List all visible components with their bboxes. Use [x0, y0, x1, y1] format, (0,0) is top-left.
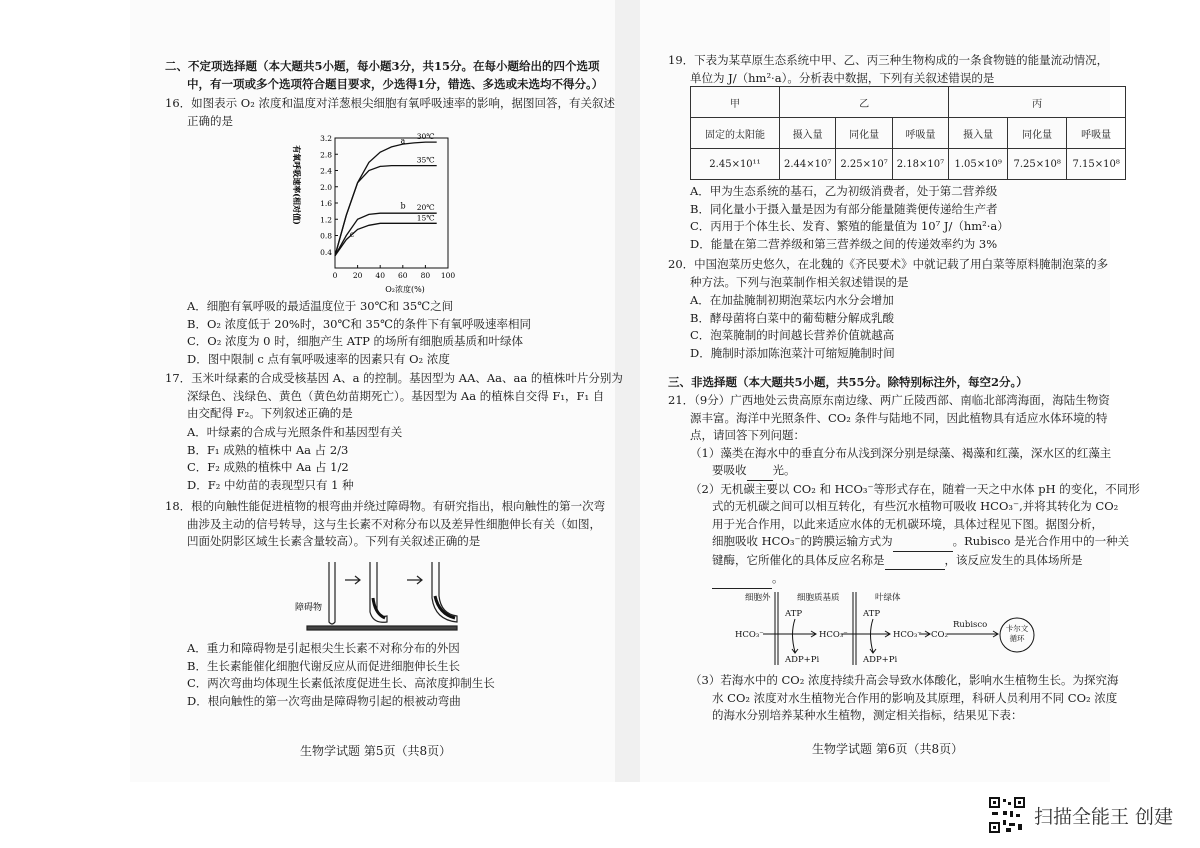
q21-part3-line3: 的海水分别培养某种水生植物，测定相关指标，结果见下表：	[712, 708, 1023, 722]
hco3-pathway-diagram	[735, 590, 1065, 665]
y-tick-label: 2.4	[320, 166, 332, 176]
table-cell: 2.18×10⁷	[892, 149, 948, 180]
hco3-chloroplast: HCO₃⁻	[893, 630, 922, 640]
section2-title: 二、不定项选择题（本大题共5小题，每小题3分，共15分。在每小题给出的四个选项	[165, 59, 600, 73]
q20-options	[690, 292, 895, 362]
chart-xlabel: O₂浓度(%)	[385, 285, 425, 294]
q21-part1-text: 要吸收	[712, 463, 747, 477]
q16-option-c[interactable]: C．O₂ 浓度为 0 时，细胞产生 ATP 的场所有细胞质基质和叶绿体	[187, 334, 524, 348]
series-label: 15℃	[416, 213, 435, 223]
x-tick-label: 20	[352, 271, 363, 280]
q21-part1-line2	[668, 462, 1140, 481]
q20-option-d[interactable]: D．腌制时添加陈泡菜汁可缩短腌制时间	[690, 345, 895, 360]
group-yi: 乙	[780, 87, 949, 118]
root-bending-figure	[295, 558, 465, 638]
q21-part2-line4	[668, 533, 1140, 552]
arrow-into-chloroplast-icon	[841, 631, 890, 637]
point-label-a: a	[400, 136, 406, 146]
y-tick-label: 1.6	[320, 199, 332, 208]
answer-blank-3[interactable]	[885, 552, 945, 571]
q16-option-a[interactable]: A．细胞有氧呼吸的最适温度位于 30℃和 35℃之间	[187, 299, 454, 313]
series-label: 35℃	[416, 155, 435, 165]
group-jia: 甲	[691, 87, 780, 118]
table-header: 固定的太阳能	[691, 118, 780, 149]
scanner-watermark	[988, 795, 1173, 835]
table-cell: 7.15×10⁸	[1067, 149, 1126, 180]
root-stage-1	[329, 562, 335, 624]
hco3-cytoplasm: HCO₃⁻	[819, 630, 848, 640]
left-footer: 生物学试题 第5页（共8页）	[300, 744, 452, 758]
q18-stem	[165, 498, 605, 551]
q16-stem-cont: 正确的是	[187, 114, 233, 128]
arrow-1-icon	[345, 576, 360, 584]
q17-stem-line1: 17．玉米叶绿素的合成受核基因 A、a 的控制。基因型为 AA、Aa、aa 的植株叶片分别为	[165, 371, 623, 385]
q21-part1-text-end: 光。	[772, 463, 796, 477]
energy-flow-table	[690, 86, 1126, 180]
q16-stem: 16．如图表示 O₂ 浓度和温度对洋葱根尖细胞有氧呼吸速率的影响，据图回答，有关叙述	[165, 96, 615, 110]
q21-part3-line1: （3）若海水中的 CO₂ 浓度持续升高会导致水体酸化，影响水生植物生长。为探究海	[690, 673, 1119, 687]
q17-stem-line2: 深绿色、浅绿色、黄色（黄色幼苗期死亡）。基因型为 Aa 的植株自交得 F₁，F₁ 自	[187, 388, 605, 403]
q21-part2-line5	[668, 552, 1140, 571]
q16-option-b[interactable]: B．O₂ 浓度低于 20%时，30℃和 35℃的条件下有氧呼吸速率相同	[187, 316, 532, 331]
q18-option-b[interactable]: B．生长素能催化细胞代谢反应从而促进细胞伸长生长	[187, 658, 460, 673]
root-2-shaded	[373, 598, 385, 618]
q16-option-d[interactable]: D．图中限制 c 点有氧呼吸速率的因素只有 O₂ 浓度	[187, 351, 450, 366]
label-outside: 细胞外	[745, 593, 771, 603]
arrow-into-cell-icon	[763, 631, 816, 637]
q18-stem-line2: 曲涉及主动的信号转导，这与生长素不对称分布以及差异性细胞伸长有关（如图，	[187, 516, 601, 531]
calvin-label-1: 卡尔文	[1005, 624, 1029, 633]
q17-option-a[interactable]: A．叶绿素的合成与光照条件和基因型有关	[187, 425, 403, 439]
q19-option-a[interactable]: A．甲为生态系统的基石，乙为初级消费者，处于第二营养级	[690, 184, 998, 198]
point-label-b: b	[400, 201, 406, 211]
respiration-chart	[280, 130, 470, 295]
table-cell: 2.25×10⁷	[836, 149, 892, 180]
section3-title: 三、非选择题（本大题共5小题，共55分。除特别标注外，每空2分。）	[668, 375, 1028, 389]
label-cytoplasm: 细胞质基质	[797, 593, 840, 603]
q19-stem-cont: 单位为 J/（hm²·a）。分析表中数据，下列有关叙述错误的是	[690, 71, 995, 85]
table-header: 呼吸量	[1067, 118, 1126, 149]
q21-part2-line2: 式的无机碳之间可以相互转化，有些沉水植物可吸收 HCO₃⁻,并将其转化为 CO₂	[712, 499, 1119, 513]
q21-line3: 点，请回答下列问题：	[690, 428, 805, 442]
series-line-15℃	[335, 223, 437, 256]
x-tick-label: 100	[440, 271, 456, 280]
table-header: 摄入量	[780, 118, 836, 149]
series-label: 30℃	[416, 132, 435, 142]
q17-stem-line3: 由交配得 F₂。下列叙述正确的是	[187, 406, 353, 420]
q17-option-c[interactable]: C．F₂ 成熟的植株中 Aa 占 1/2	[187, 460, 349, 474]
table-row	[691, 149, 1126, 180]
table-header: 呼吸量	[892, 118, 948, 149]
section2-title-cont: 中，有一项或多个选项符合题目要求，少选得1分，错选、多选或未选均不得分。）	[187, 77, 604, 91]
q21-part2-line1: （2）无机碳主要以 CO₂ 和 HCO₃⁻等形式存在，随着一天之中水体 pH 的变化，不同形	[690, 481, 1140, 496]
table-header: 同化量	[836, 118, 892, 149]
series-label: 20℃	[416, 203, 435, 213]
q21-block	[668, 392, 1140, 589]
chloroplast-membrane	[853, 592, 856, 665]
table-row	[691, 87, 1126, 118]
q18-option-a[interactable]: A．重力和障碍物是引起根尖生长素不对称分布的外因	[187, 641, 460, 655]
y-tick-label: 2.0	[320, 182, 332, 192]
y-tick-label: 1.2	[320, 215, 332, 225]
atp-use-1-icon	[792, 619, 798, 653]
calvin-label-2: 循环	[1009, 634, 1025, 643]
rubisco-label: Rubisco	[953, 620, 988, 630]
q17-stem	[165, 370, 623, 423]
watermark-text: 扫描全能王 创建	[1034, 805, 1174, 828]
q21-part2-text-a: 细胞吸收 HCO₃⁻的跨膜运输方式为	[712, 534, 893, 548]
obstacle-label: 障碍物	[295, 603, 323, 613]
answer-blank-1[interactable]	[747, 462, 773, 481]
chart-lines	[335, 132, 437, 256]
chart-axes	[320, 134, 455, 280]
table-row	[691, 118, 1126, 149]
q20-stem-line2: 种方法。下列与泡菜制作相关叙述错误的是	[690, 274, 909, 289]
table-header: 同化量	[1008, 118, 1067, 149]
q21-part3-line2: 水 CO₂ 浓度对水生植物光合作用的影响及其原理，科研人员利用不同 CO₂ 浓度	[712, 690, 1118, 705]
y-tick-label: 0.4	[320, 247, 332, 257]
q19-option-d[interactable]: D．能量在第二营养级和第三营养级之间的传递效率约为 3%	[690, 236, 998, 251]
x-tick-label: 80	[420, 271, 431, 280]
q21-part2-text-c: 键酶，它所催化的具体反应名称是	[712, 552, 885, 567]
y-tick-label: 0.8	[320, 231, 332, 241]
x-tick-label: 40	[375, 271, 385, 280]
atp-1: ATP	[785, 609, 803, 619]
obstacle-bar	[307, 626, 457, 630]
q18-option-d[interactable]: D．根向触性的第一次弯曲是障碍物引起的根被动弯曲	[187, 693, 461, 708]
adp-2: ADP+Pi	[863, 655, 898, 665]
cell-membrane	[775, 592, 778, 665]
chart-ylabel: 有氧呼吸速率(相对值)	[292, 145, 302, 225]
right-footer: 生物学试题 第6页（共8页）	[812, 742, 964, 756]
table-cell: 7.25×10⁸	[1008, 149, 1067, 180]
q21-part2-line6	[668, 570, 1140, 589]
q21-part3	[690, 672, 1118, 725]
q18-option-c[interactable]: C．两次弯曲均体现生长素低浓度促进生长、高浓度抑制生长	[187, 676, 495, 690]
table-cell: 2.45×10¹¹	[691, 149, 780, 180]
answer-blank-4[interactable]	[712, 570, 772, 589]
q21-part2-text-b: 。Rubisco 是光合作用中的一种关	[952, 534, 1130, 548]
q21-line2: 源丰富。海洋中光照条件、CO₂ 条件与陆地不同，因此植物具有适应水体环境的特	[690, 410, 1108, 425]
q19-stem: 19．下表为某草原生态系统中甲、乙、丙三种生物构成的一条食物链的能量流动情况，	[668, 53, 1109, 67]
q19-option-c[interactable]: C．丙用于个体生长、发育、繁殖的能量值为 10⁷ J/（hm²·a）	[690, 219, 1009, 233]
q21-part2-line3: 用于光合作用，以此来适应水体的无机碳环境，具体过程见下图。据图分析，	[712, 516, 1103, 531]
q19-options	[690, 183, 1009, 253]
arrow-to-calvin-icon	[947, 631, 998, 637]
qr-code-icon	[988, 796, 1026, 834]
q20-stem	[668, 256, 1108, 291]
atp-2: ATP	[863, 609, 881, 619]
q21-part1-line1: （1）藻类在海水中的垂直分布从浅到深分别是绿藻、褐藻和红藻，深水区的红藻主	[690, 445, 1112, 460]
q18-options	[187, 640, 495, 710]
answer-blank-2[interactable]	[893, 533, 953, 552]
label-chloroplast: 叶绿体	[875, 593, 901, 603]
q17-option-d[interactable]: D．F₂ 中幼苗的表现型只有 1 种	[187, 477, 354, 492]
q19-option-b[interactable]: B．同化量小于摄入量是因为有部分能量随粪便传递给生产者	[690, 201, 998, 216]
atp-use-2-icon	[870, 619, 876, 653]
table-cell: 2.44×10⁷	[780, 149, 836, 180]
q21-part2-text-e: 。	[772, 571, 784, 585]
y-tick-label: 3.2	[320, 134, 332, 143]
q16-options	[187, 298, 531, 368]
x-tick-label: 0	[332, 271, 338, 280]
x-tick-label: 60	[398, 271, 408, 280]
q17-options	[187, 424, 402, 494]
arrow-2-icon	[407, 576, 422, 584]
hco3-outside: HCO₃⁻	[735, 630, 764, 640]
q21-line1: 21．（9分）广西地处云贵高原东南边缘、两广丘陵西部、南临北部湾海面，海陆生物资	[668, 393, 1110, 407]
adp-1: ADP+Pi	[785, 655, 820, 665]
co2-label: CO₂	[931, 630, 948, 640]
point-label-c: c	[349, 229, 355, 239]
table-header: 摄入量	[949, 118, 1008, 149]
q20-option-a[interactable]: A．在加盐腌制初期泡菜坛内水分会增加	[690, 293, 894, 307]
q18-stem-line3: 凹面处阴影区域生长素含量较高）。下列有关叙述正确的是	[187, 534, 481, 548]
q20-option-c[interactable]: C．泡菜腌制的时间越长营养价值就越高	[690, 328, 895, 342]
q20-option-b[interactable]: B．酵母菌将白菜中的葡萄糖分解成乳酸	[690, 310, 894, 325]
q17-option-b[interactable]: B．F₁ 成熟的植株中 Aa 占 2/3	[187, 442, 349, 457]
q18-stem-line1: 18．根的向触性能促进植物的根弯曲并绕过障碍物。有研究指出，根向触性的第一次弯	[165, 499, 606, 513]
group-bing: 丙	[949, 87, 1126, 118]
q21-part2-text-d: ，该反应发生的具体场所是	[944, 552, 1083, 567]
table-cell: 1.05×10⁹	[949, 149, 1008, 180]
y-tick-label: 2.8	[320, 150, 332, 160]
q20-stem-line1: 20．中国泡菜历史悠久，在北魏的《齐民要术》中就记载了用白菜等原料腌制泡菜的多	[668, 257, 1109, 271]
